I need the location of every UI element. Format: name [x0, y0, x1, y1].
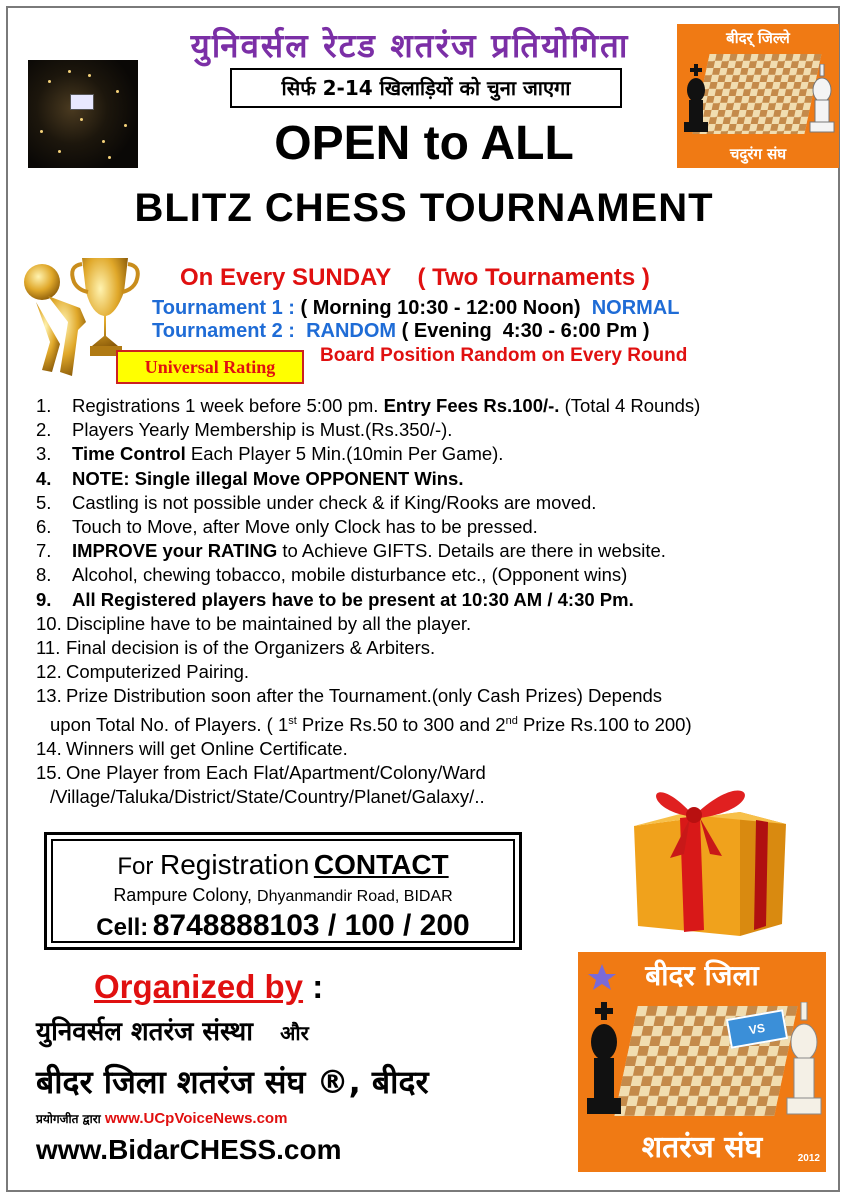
tournament-2-label: Tournament 2 : — [152, 320, 295, 342]
rule-item: 12. Computerized Pairing. — [36, 661, 250, 683]
logo-bottom-heading: बीदर जिला — [645, 959, 759, 992]
tournament-1-time: ( Morning 10:30 - 12:00 Noon) — [300, 297, 581, 319]
chess-association-logo-bottom — [578, 952, 826, 1172]
rule-item: 9. All Registered players have to be present at 10:30 AM / 4:30 Pm. — [36, 588, 634, 610]
rule-item: 6. Touch to Move, after Move only Clock has to be pressed. — [36, 516, 538, 538]
rules-list — [36, 394, 836, 810]
vs-badge: VS — [726, 1009, 788, 1049]
registration-heading: For Registration CONTACT — [117, 849, 449, 880]
open-to-all-heading: OPEN to ALL — [274, 117, 574, 170]
registration-phone: Cell: 8748888103 / 100 / 200 — [96, 909, 470, 942]
rule-item-continued: upon Total No. of Players. ( 1st Prize Rs.50 to 300 and 2nd Prize Rs.100 to 200) — [50, 713, 692, 735]
rule-item: 3. Time Control Each Player 5 Min.(10min Per Game). — [36, 443, 504, 465]
tournament-1-line — [152, 297, 679, 320]
rule-item: 5. Castling is not possible under check & if King/Rooks are moved. — [36, 491, 597, 513]
tournament-2-type: RANDOM — [306, 320, 397, 342]
tournament-2-line — [152, 320, 650, 343]
tournament-1-type: NORMAL — [591, 297, 680, 319]
every-sunday-line — [180, 264, 650, 292]
tournament-2-time: ( Evening 4:30 - 6:00 Pm ) — [401, 320, 650, 342]
star-icon — [586, 962, 618, 992]
logo-year: 2012 — [797, 1153, 820, 1164]
logo-top-footer: चदुरंग संघ — [729, 145, 787, 163]
two-tournaments-text: ( Two Tournaments ) — [417, 264, 650, 291]
registration-address: Rampure Colony, Dhyanmandir Road, BIDAR — [113, 885, 453, 905]
black-king-icon — [584, 1002, 624, 1120]
organizer-2: बीदर जिला शतरंज संघ ®, बीदर — [36, 1063, 429, 1101]
logo-bottom-footer: शतरंज संघ — [641, 1130, 763, 1165]
rule-item: 1. Registrations 1 week before 5:00 pm. Entry Fees Rs.100/-. (Total 4 Rounds) — [36, 395, 701, 416]
rule-item: 10. Discipline have to be maintained by all the player. — [36, 612, 472, 634]
rule-item: 4. NOTE: Single illegal Move OPPONENT Wins. — [36, 467, 464, 489]
rule-item: 2. Players Yearly Membership is Must.(Rs.350/-). — [36, 419, 453, 441]
rule-item: 14. Winners will get Online Certificate. — [36, 738, 348, 759]
organizer-1: युनिवर्सल शतरंज संस्था और — [36, 1017, 309, 1047]
tournament-1-label: Tournament 1 : — [152, 297, 295, 319]
logo-top-heading: बीदर् जिल्ले — [726, 29, 790, 47]
sponsor-link[interactable]: www.UCpVoiceNews.com — [104, 1110, 288, 1127]
rule-item-continued: /Village/Taluka/District/State/Country/Planet/Galaxy/.. — [50, 786, 485, 808]
rule-item: 13. Prize Distribution soon after the Tournament.(only Cash Prizes) Depends — [36, 685, 663, 707]
selection-note: सिर्फ 2-14 खिलाड़ियों को चुना जाएगा — [230, 68, 622, 108]
registration-contact-box — [44, 832, 522, 950]
organized-by-heading: Organized by : — [94, 968, 324, 1005]
rule-item: 11. Final decision is of the Organizers & Arbiters. — [36, 637, 436, 659]
rule-item: 7. IMPROVE your RATING to Achieve GIFTS. Details are there in website. — [36, 540, 666, 562]
universal-rating-badge: Universal Rating — [116, 350, 304, 384]
white-king-icon — [784, 1002, 824, 1120]
website-link[interactable]: www.BidarCHESS.com — [36, 1134, 342, 1165]
sponsor-line: प्रयोगजीत द्वारा www.UCpVoiceNews.com — [36, 1110, 288, 1127]
random-board-note: Board Position Random on Every Round — [320, 345, 688, 366]
rule-item: 8. Alcohol, chewing tobacco, mobile disturbance etc., (Opponent wins) — [36, 564, 628, 586]
gift-box-icon — [630, 768, 790, 938]
rule-item: 15. One Player from Each Flat/Apartment/Colony/Ward — [36, 762, 486, 784]
every-sunday-text: On Every SUNDAY — [180, 264, 391, 291]
hindi-title: युनिवर्सल रेटड शतरंज प्रतियोगिता — [190, 26, 630, 65]
tournament-title: BLITZ CHESS TOURNAMENT — [134, 186, 714, 230]
